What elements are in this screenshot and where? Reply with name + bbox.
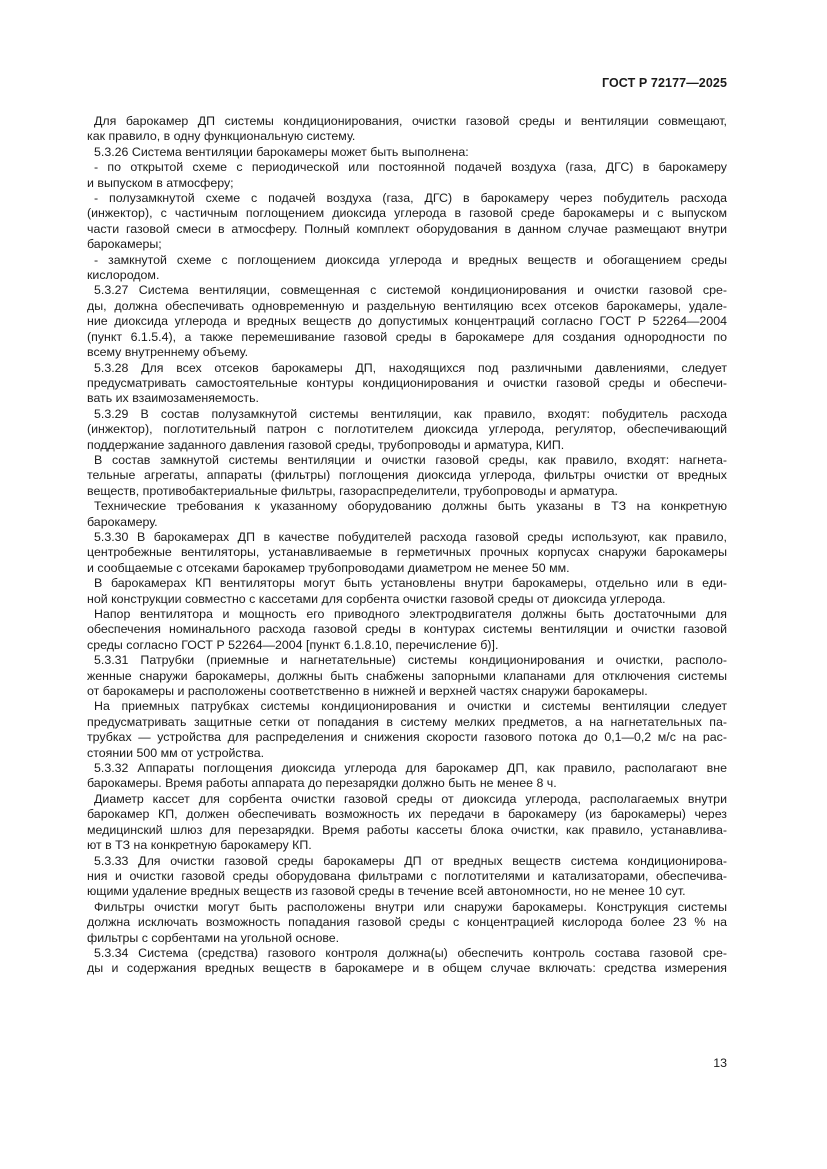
text-line: фильтры с сорбентами на угольной основе. [87,930,340,945]
text-line: 5.3.33 Для очистки газовой среды барокамеры ДП от вредных веществ система кондиционирова- [94,853,727,868]
text-line: барокамеры. Время работы аппарата до перезарядки должно быть не менее 8 ч. [87,776,557,791]
text-line: трубках — устройства для распределения и снижения скорости газового потока до 0,1—0,2 м/с на рас- [87,730,727,745]
standard-header: ГОСТ Р 72177—2025 [601,76,727,90]
text-line: должна исключать возможность попадания газовой среды с концентрацией кислорода более 23 % на [87,915,727,930]
text-line: центробежные вентиляторы, устанавливаемые в герметичных прочных корпусах снаружи барокамеры [87,545,727,560]
text-line: - замкнутой схеме с поглощением диоксида углерода и вредных веществ и обогащением среды [94,252,727,267]
text-line: 5.3.31 Патрубки (приемные и нагнетательные) системы кондиционирования и очистки, располо- [94,653,727,668]
text-line: предусматривать защитные сетки от попадания в систему мелких предметов, а на нагнетательных па- [87,714,727,729]
text-line: 5.3.30 В барокамерах ДП в качестве побудителей расхода газовой среды используют, как правило, [94,529,727,544]
document-body [87,114,727,977]
text-line: обеспечения номинального расхода газовой среды в контурах системы вентиляции и очистки газовой [87,622,727,637]
text-line: ния и очистки газовой среды оборудована фильтрами с поглотителями и катализаторами, обеспечива- [87,868,727,883]
text-line: вать их взаимозаменяемость. [87,391,260,406]
text-line: Диаметр кассет для сорбента очистки газовой среды от диоксида углерода, располагаемых внутри [94,791,727,806]
text-line: 5.3.28 Для всех отсеков барокамеры ДП, находящихся под различными давлениями, следует [94,360,727,375]
text-line: среды согласно ГОСТ Р 52264—2004 [пункт 6.1.8.10, перечисление б)]. [87,637,499,652]
text-line: ной конструкции совместно с кассетами для сорбента очистки газовой среды от диоксида углерода. [87,591,666,606]
text-line: медицинский шлюз для перезарядки. Время работы кассеты блока очистки, как правило, устанавлива- [87,822,727,837]
text-line: ды и содержания вредных веществ в барокамере и в общем случае включать: средства измерения [87,961,727,976]
text-line: барокамер КП, должен обеспечивать возможность их передачи в барокамеру (из барокамеры) через [87,807,727,822]
text-line: как правило, в одну функциональную систему. [87,129,356,144]
text-line: всему внутреннему объему. [87,345,249,360]
text-line: - полузамкнутой схеме с подачей воздуха (газа, ДГС) в барокамеру через побудитель расхода [94,191,727,206]
text-line: веществ, противобактериальные фильтры, газораспределители, трубопроводы и арматура. [87,483,618,498]
text-line: Фильтры очистки могут быть расположены внутри или снаружи барокамеры. Конструкция системы [94,899,727,914]
text-line: ющими удаление вредных веществ из газовой среды в течение всей автономности, но не менее 10 сут. [87,884,686,899]
text-line: (пункт 6.1.5.4), а также перемешивание газовой среды в барокамере для создания однородности по [87,329,727,344]
text-line: женные снаружи барокамеры, должны быть снабжены запорными клапанами для отключения системы [87,668,727,683]
text-line: На приемных патрубках системы кондиционирования и очистки и системы вентиляции следует [94,699,727,714]
text-line: и сообщаемые с отсеками барокамер трубопроводами диаметром не менее 50 мм. [87,560,570,575]
text-line: ние диоксида углерода и вредных веществ до допустимых концентраций согласно ГОСТ Р 52264—2004 [87,314,727,329]
text-line: Технические требования к указанному оборудованию должны быть указаны в ТЗ на конкретную [94,499,727,514]
text-line: поддержание заданного давления газовой среды, трубопроводы и арматура, КИП. [87,437,565,452]
text-line: барокамеру. [87,514,158,529]
text-line: тельные агрегаты, аппараты (фильтры) поглощения диоксида углерода, фильтры очистки от вредных [87,468,727,483]
text-line: 5.3.29 В состав полузамкнутой системы вентиляции, как правило, входят: побудитель расхода [94,406,727,421]
text-line: Для барокамер ДП системы кондиционирования, очистки газовой среды и вентиляции совмещают, [94,114,727,128]
text-line: предусматривать самостоятельные контуры кондиционирования и очистки газовой среды и обеспечи- [87,375,727,390]
text-line: - по открытой схеме с периодической или постоянной подачей воздуха (газа, ДГС) в барокамеру [94,160,727,175]
text-line: части газовой смеси в атмосферу. Полный комплект оборудования в данном случае размещают внутри [87,221,727,236]
text-line: кислородом. [87,268,160,283]
text-line: (инжектор), поглотительный патрон с поглотителем диоксида углерода, регулятор, обеспечивающий [87,422,727,437]
text-line: 5.3.32 Аппараты поглощения диоксида углерода для барокамер ДП, как правило, располагают вне [94,761,727,776]
text-line: ды, должна обеспечивать одновременную и раздельную вентиляцию всех отсеков барокамеры, удале- [87,298,727,313]
text-line: ют в ТЗ на конкретную барокамеру КП. [87,838,312,853]
text-line: Напор вентилятора и мощность его приводного электродвигателя должны быть достаточными для [94,607,727,621]
text-line: барокамеры; [87,237,162,252]
text-line: стоянии 500 мм от устройства. [87,745,265,760]
page-number: 13 [713,1056,727,1070]
text-line: В состав замкнутой системы вентиляции и очистки газовой среды, как правило, входят: нагнета- [94,452,727,467]
text-line: и выпуском в атмосферу; [87,175,234,190]
text-line: (инжектор), с частичным поглощением диоксида углерода в газовой среде барокамеры и с выпуском [87,206,727,221]
text-line: 5.3.26 Система вентиляции барокамеры может быть выполнена: [94,144,469,159]
text-line: 5.3.34 Система (средства) газового контроля должна(ы) обеспечить контроль состава газовой сре- [94,945,727,960]
text-line: от барокамеры и расположены соответственно в нижней и верхней частях снаружи барокамеры. [87,684,648,699]
text-line: 5.3.27 Система вентиляции, совмещенная с системой кондиционирования и очистки газовой сре- [94,283,727,298]
text-line: В барокамерах КП вентиляторы могут быть установлены внутри барокамеры, отдельно или в еди- [94,576,727,591]
